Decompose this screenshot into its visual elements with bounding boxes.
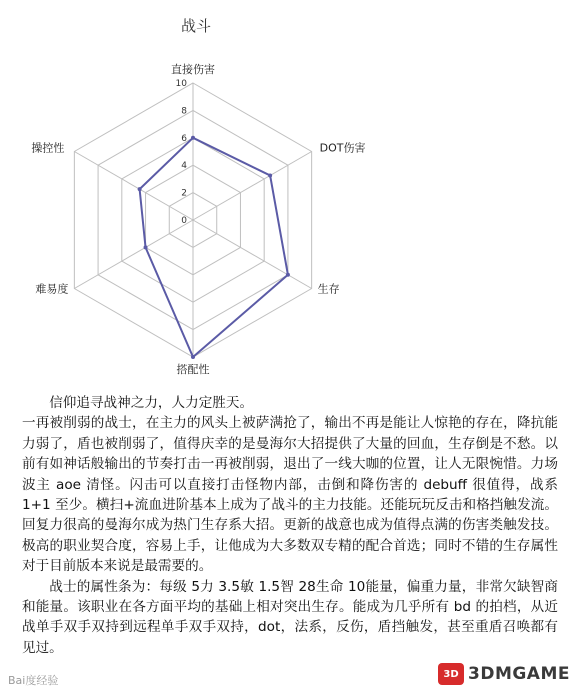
tick-label-6: 6 bbox=[181, 133, 187, 144]
watermark-text: 3DMGAME bbox=[468, 664, 570, 684]
axis-label-4: 难易度 bbox=[35, 282, 69, 296]
tick-label-10: 10 bbox=[175, 79, 187, 89]
baidu-watermark: Bai度经验 bbox=[8, 674, 59, 687]
tick-label-0: 0 bbox=[181, 216, 187, 226]
grid-spoke-1 bbox=[193, 152, 312, 221]
grid-spoke-2 bbox=[193, 220, 312, 289]
series-point-4 bbox=[144, 245, 148, 249]
tick-label-4: 4 bbox=[181, 161, 187, 172]
series-point-2 bbox=[286, 273, 290, 277]
grid-spoke-4 bbox=[74, 220, 193, 289]
watermark-logo-icon: 3D bbox=[438, 663, 464, 685]
axis-label-0: 直接伤害 bbox=[171, 63, 215, 76]
series-point-0 bbox=[191, 136, 195, 140]
axis-label-2: 生存 bbox=[317, 282, 340, 296]
chart-title: 战斗 bbox=[180, 17, 212, 35]
axis-label-3: 搭配性 bbox=[176, 363, 210, 376]
radar-series bbox=[138, 133, 290, 359]
radar-axis-labels bbox=[31, 62, 365, 376]
axis-label-5: 操控性 bbox=[31, 141, 65, 155]
tick-label-2: 2 bbox=[181, 188, 187, 199]
paragraph-1: 信仰追寻战神之力，人力定胜天。 bbox=[49, 395, 254, 411]
series-point-3 bbox=[191, 355, 195, 359]
axis-label-1: DOT伤害 bbox=[319, 141, 366, 155]
tick-label-8: 8 bbox=[181, 106, 187, 117]
paragraph-2: 一再被削弱的战士，在主力的风头上被萨满抢了，输出不再是能让人惊艳的存在，降抗能力弱了，盾也被削弱了，值得庆幸的是曼海尔大招提供了大量的回血，生存倒是不愁。以前有如神话般输出的节奏打击一再被削弱，退出了一线大咖的位置，让人无限惋惜。力场波主 aoe 清怪。闪击可以直接打击怪物内部，击倒和降伤害的 debuff 很值得，战系 1+1 至少。横扫+流血进阶基本上成为了战斗的主力技能。还能玩玩反击和格挡触发流。回复力很高的曼海尔成为热门生存系大招。更新的战意也成为值得点满的伤害类触发技。极高的职业契合度，容易上手，让他成为大多数双专精的配合首选；同时不错的生存属性对于目前版本来说是最需要的。 bbox=[22, 415, 558, 575]
series-line bbox=[140, 138, 288, 357]
site-watermark bbox=[438, 662, 570, 686]
series-point-5 bbox=[138, 187, 142, 191]
grid-spoke-5 bbox=[74, 152, 193, 221]
article-text bbox=[22, 393, 558, 658]
radar-grid bbox=[74, 83, 311, 357]
paragraph-3: 战士的属性条为：每级 5力 3.5敏 1.5智 28生命 10能量，偏重力量，非常欠缺智商和能量。该职业在各方面平均的基础上相对突出生存。能成为几乎所有 bd 的拍档，从近战单手双手双持到远程单手双手双持，dot，法系，反伤，盾挡触发，甚至重盾召唤都有见过。 bbox=[22, 578, 558, 656]
series-point-1 bbox=[268, 173, 272, 177]
